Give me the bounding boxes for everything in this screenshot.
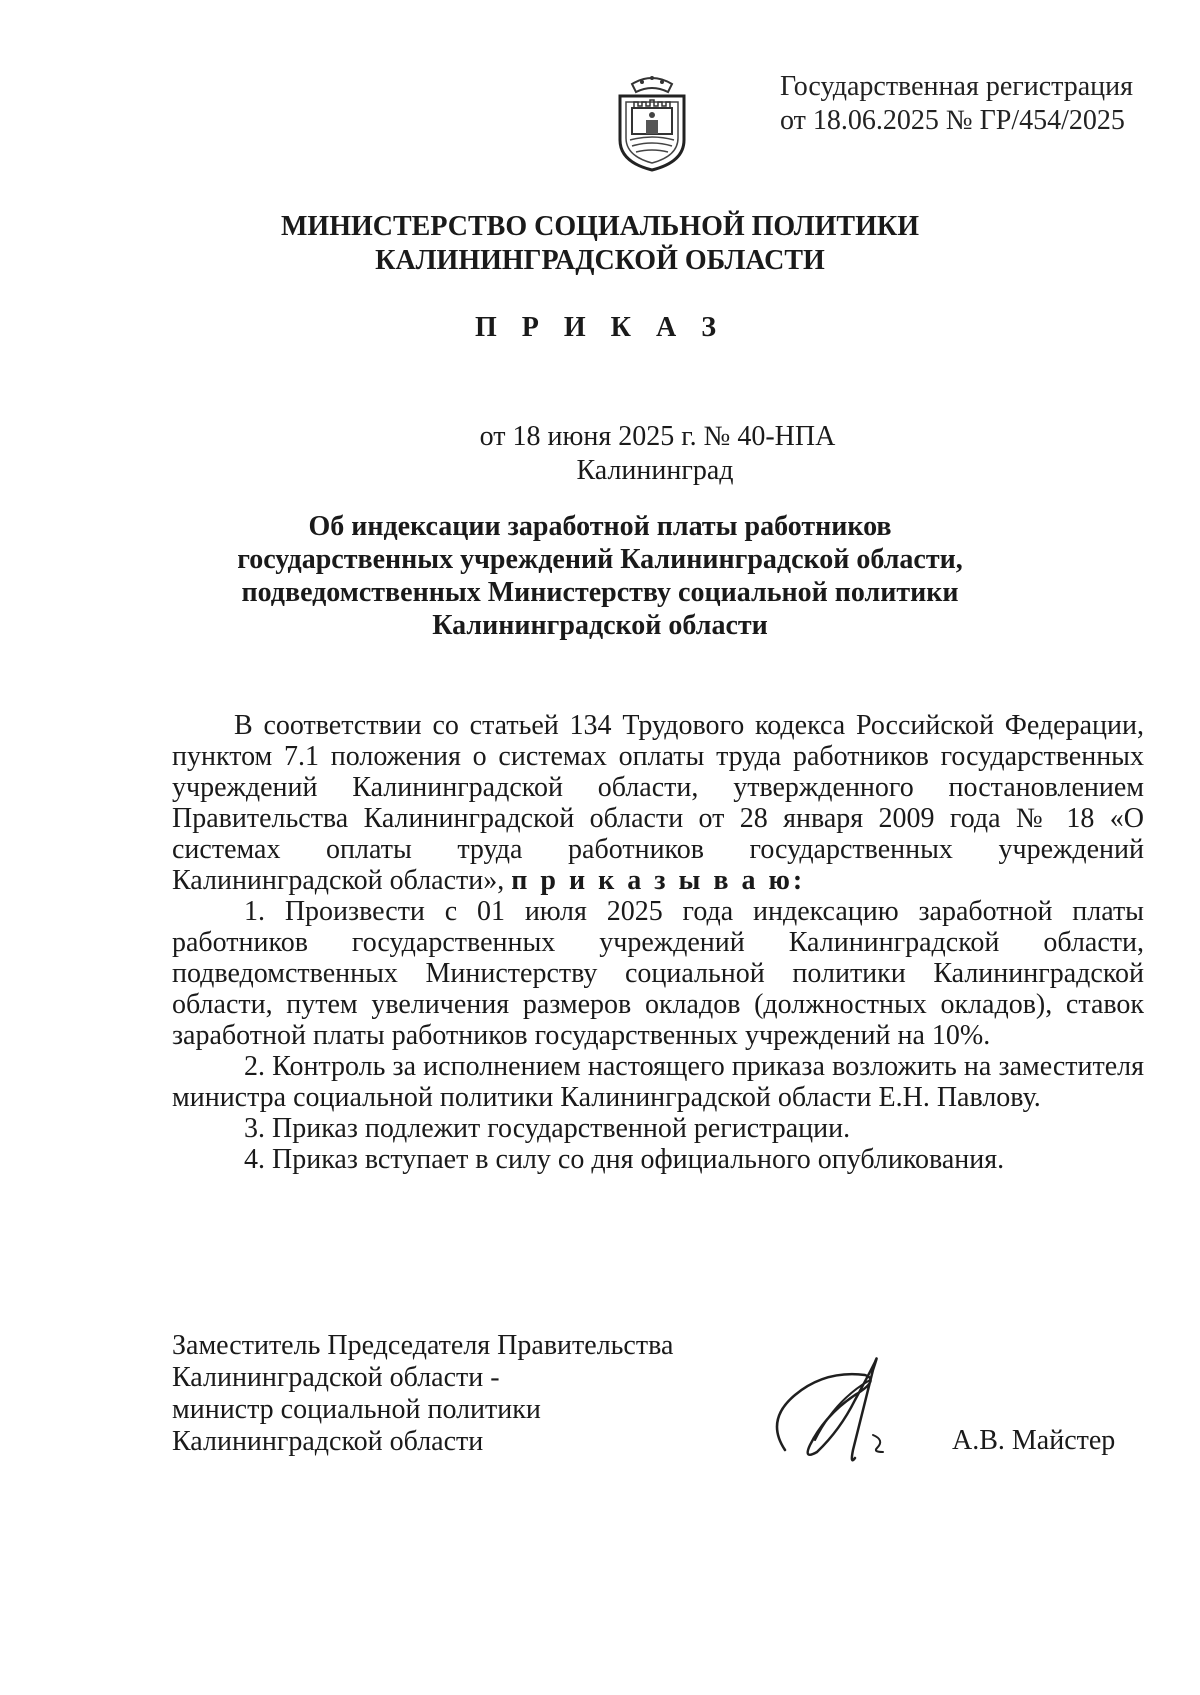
subject-line-3: подведомственных Министерству социальной политики	[241, 577, 959, 608]
signatory-line-3: министр социальной политики	[172, 1394, 541, 1425]
directive-word: п р и к а з ы в а ю:	[511, 865, 806, 896]
order-date-number: от 18 июня 2025 г. № 40-НПА	[479, 421, 836, 452]
signer-name: А.В. Майстер	[952, 1425, 1116, 1456]
ministry-name	[0, 210, 1200, 278]
preamble-text: В соответствии со статьей 134 Трудового кодекса Российской Федерации, пунктом 7.1 положения о системах оплаты труда работников государственных учреждений Калининградской области, утвержденного постановлением Правительства Калининградской области от 28 января 2009 года № 18 «О системах оплаты труда работников государственных учреждений Калининградской области»,	[172, 710, 1144, 896]
order-item-3: 3. Приказ подлежит государственной регистрации.	[244, 1113, 851, 1144]
registration-stamp	[780, 70, 1160, 138]
order-subject	[0, 510, 1200, 642]
order-city: Калининград	[576, 455, 734, 486]
order-title: П Р И К А З	[475, 312, 725, 343]
signatory-title	[172, 1330, 772, 1458]
registration-line-1: Государственная регистрация	[780, 71, 1133, 102]
order-dateline	[0, 420, 1200, 488]
subject-line-1: Об индексации заработной платы работников	[308, 511, 892, 542]
order-body	[172, 710, 1144, 1175]
signatory-line-2: Калининградской области -	[172, 1362, 500, 1393]
order-item-4: 4. Приказ вступает в силу со дня официального опубликования.	[244, 1144, 1005, 1175]
ministry-line-2: КАЛИНИНГРАДСКОЙ ОБЛАСТИ	[375, 245, 825, 276]
order-item-2: 2. Контроль за исполнением настоящего приказа возложить на заместителя министра социальной политики Калининградской области Е.Н. Павлову.	[172, 1051, 1144, 1113]
subject-line-4: Калининградской области	[432, 610, 768, 641]
order-item-1: 1. Произвести с 01 июля 2025 года индексацию заработной платы работников государственных учреждений Калининградской области, подведомственных Министерству социальной политики Калининградской области, путем увеличения размеров окладов (должностных окладов), ставок заработной платы работников государственных учреждений на 10%.	[172, 896, 1144, 1051]
registration-line-2: от 18.06.2025 № ГР/454/2025	[780, 105, 1125, 136]
subject-line-2: государственных учреждений Калининградской области,	[237, 544, 963, 575]
coat-of-arms-icon	[612, 70, 692, 174]
handwritten-signature	[755, 1340, 915, 1480]
preamble-paragraph	[172, 710, 1144, 896]
signatory-line-4: Калининградской области	[172, 1426, 484, 1457]
ministry-line-1: МИНИСТЕРСТВО СОЦИАЛЬНОЙ ПОЛИТИКИ	[281, 211, 919, 242]
signatory-line-1: Заместитель Председателя Правительства	[172, 1330, 674, 1361]
